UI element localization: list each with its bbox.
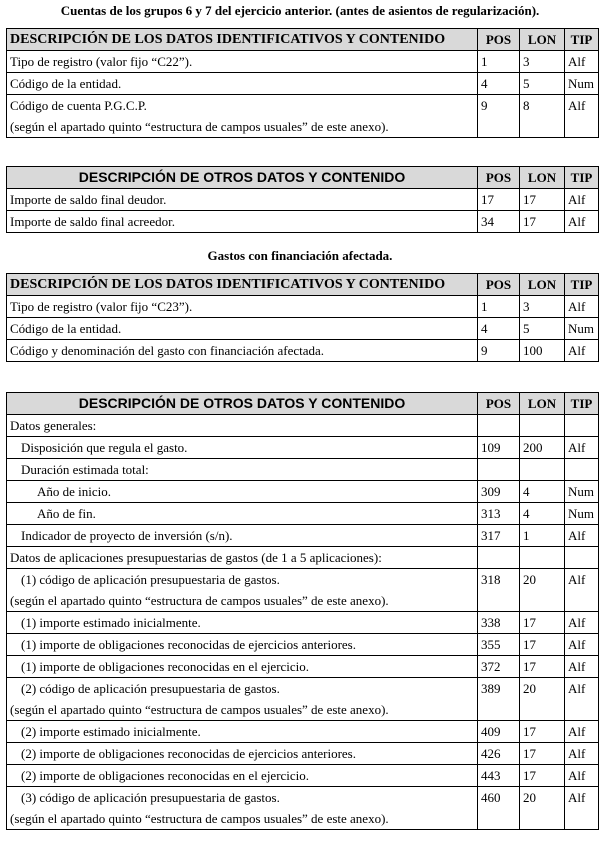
cell-tip: Alf [565,656,599,678]
cell-tip: Alf [565,189,599,211]
table-row [7,340,599,362]
cell-desc: Año de inicio. [7,481,478,503]
cell-desc: Código de la entidad. [7,73,478,95]
cell-pos: 372 [478,656,520,678]
header-pos: POS [478,167,520,189]
cell-tip: Alf [565,787,599,830]
cell-lon: 8 [520,95,565,138]
cell-lon: 17 [520,656,565,678]
table-row [7,503,599,525]
cell-desc: Importe de saldo final deudor. [7,189,478,211]
cell-pos: 17 [478,189,520,211]
cell-lon: 17 [520,765,565,787]
cell-desc: Datos generales: [7,415,478,437]
header-lon: LON [520,167,565,189]
cell-pos: 460 [478,787,520,830]
cell-desc [7,569,478,612]
cell-lon: 17 [520,634,565,656]
cell-lon: 17 [520,189,565,211]
cell-lon: 3 [520,51,565,73]
cell-pos: 318 [478,569,520,612]
cell-lon: 1 [520,525,565,547]
cell-lon: 4 [520,481,565,503]
cell-lon: 4 [520,503,565,525]
cell-tip: Num [565,503,599,525]
cell-desc: Datos de aplicaciones presupuestarias de gastos (de 1 a 5 aplicaciones): [7,547,478,569]
cell-tip: Alf [565,678,599,721]
table-otros-datos-c22 [6,166,599,233]
header-descripcion: DESCRIPCIÓN DE OTROS DATOS Y CONTENIDO [7,393,478,415]
cell-desc-line1: (1) código de aplicación presupuestaria de gastos. [21,572,280,587]
cell-tip: Alf [565,296,599,318]
table-row [7,569,599,612]
header-pos: POS [478,274,520,296]
cell-tip: Alf [565,612,599,634]
cell-desc: Tipo de registro (valor fijo “C22”). [7,51,478,73]
cell-lon [520,459,565,481]
table-otros-datos-c23 [6,392,599,830]
cell-pos [478,547,520,569]
cell-desc: Duración estimada total: [7,459,478,481]
cell-lon: 3 [520,296,565,318]
cell-desc: (1) importe estimado inicialmente. [7,612,478,634]
cell-pos [478,415,520,437]
header-tip: TIP [565,167,599,189]
table-header-row [7,274,599,296]
cell-tip: Alf [565,95,599,138]
cell-desc: (1) importe de obligaciones reconocidas de ejercicios anteriores. [7,634,478,656]
table-row [7,678,599,721]
section-title-gastos: Gastos con financiación afectada. [207,248,393,263]
header-lon: LON [520,393,565,415]
cell-pos: 1 [478,51,520,73]
cell-lon: 20 [520,678,565,721]
cell-pos: 409 [478,721,520,743]
cell-desc: Indicador de proyecto de inversión (s/n). [7,525,478,547]
cell-lon: 17 [520,743,565,765]
cell-tip: Alf [565,211,599,233]
table-row [7,481,599,503]
table-row [7,787,599,830]
cell-lon: 100 [520,340,565,362]
table-row [7,415,599,437]
cell-desc-line2: (según el apartado quinto “estructura de campos usuales” de este anexo). [10,811,389,826]
cell-lon: 17 [520,612,565,634]
cell-desc: Tipo de registro (valor fijo “C23”). [7,296,478,318]
header-tip: TIP [565,274,599,296]
cell-pos: 9 [478,340,520,362]
cell-desc [7,678,478,721]
cell-pos: 4 [478,73,520,95]
cell-tip: Num [565,318,599,340]
table-row [7,189,599,211]
cell-tip: Num [565,73,599,95]
table-row [7,211,599,233]
cell-desc: Año de fin. [7,503,478,525]
cell-pos: 1 [478,296,520,318]
table-row [7,296,599,318]
cell-lon: 20 [520,787,565,830]
header-lon: LON [520,29,565,51]
cell-tip [565,459,599,481]
header-tip: TIP [565,29,599,51]
table-header-row [7,29,599,51]
cell-tip: Alf [565,765,599,787]
cell-tip: Alf [565,51,599,73]
cell-lon: 5 [520,73,565,95]
cell-tip [565,547,599,569]
header-lon: LON [520,274,565,296]
cell-desc [7,787,478,830]
table-header-row [7,167,599,189]
cell-tip: Alf [565,525,599,547]
header-tip: TIP [565,393,599,415]
cell-pos: 109 [478,437,520,459]
cell-tip: Alf [565,634,599,656]
cell-desc: (1) importe de obligaciones reconocidas en el ejercicio. [7,656,478,678]
table-row [7,634,599,656]
table-row [7,437,599,459]
table-row [7,73,599,95]
cell-lon [520,415,565,437]
table-row [7,95,599,138]
cell-desc: Disposición que regula el gasto. [7,437,478,459]
cell-tip: Alf [565,569,599,612]
header-descripcion: DESCRIPCIÓN DE LOS DATOS IDENTIFICATIVOS Y CONTENIDO [7,29,478,51]
header-pos: POS [478,29,520,51]
cell-desc: Código de la entidad. [7,318,478,340]
table-identificativos-c23 [6,273,599,362]
cell-pos: 313 [478,503,520,525]
cell-desc-line2: (según el apartado quinto “estructura de campos usuales” de este anexo). [10,119,389,134]
cell-pos: 443 [478,765,520,787]
cell-desc-line2: (según el apartado quinto “estructura de campos usuales” de este anexo). [10,593,389,608]
cell-desc: (2) importe de obligaciones reconocidas de ejercicios anteriores. [7,743,478,765]
cell-desc: (2) importe estimado inicialmente. [7,721,478,743]
cell-tip [565,415,599,437]
header-pos: POS [478,393,520,415]
table-header-row [7,393,599,415]
cell-desc-line1: (3) código de aplicación presupuestaria de gastos. [21,790,280,805]
cell-lon: 17 [520,721,565,743]
cell-pos: 355 [478,634,520,656]
cell-lon: 20 [520,569,565,612]
cell-pos: 338 [478,612,520,634]
table-row [7,459,599,481]
table-row [7,547,599,569]
table-row [7,743,599,765]
cell-lon: 200 [520,437,565,459]
cell-lon: 5 [520,318,565,340]
table-row [7,51,599,73]
cell-tip: Num [565,481,599,503]
cell-pos: 389 [478,678,520,721]
cell-pos: 34 [478,211,520,233]
cell-lon [520,547,565,569]
header-descripcion: DESCRIPCIÓN DE OTROS DATOS Y CONTENIDO [7,167,478,189]
section-title-cuentas: Cuentas de los grupos 6 y 7 del ejercicio anterior. (antes de asientos de regularización). [60,3,540,18]
cell-tip: Alf [565,437,599,459]
cell-lon: 17 [520,211,565,233]
table-row [7,318,599,340]
cell-pos: 426 [478,743,520,765]
cell-desc [7,95,478,138]
cell-tip: Alf [565,743,599,765]
cell-pos [478,459,520,481]
cell-tip: Alf [565,340,599,362]
cell-pos: 4 [478,318,520,340]
table-row [7,656,599,678]
table-row [7,525,599,547]
table-row [7,612,599,634]
cell-desc-line1: (2) código de aplicación presupuestaria de gastos. [21,681,280,696]
table-identificativos-c22 [6,28,599,138]
cell-pos: 317 [478,525,520,547]
cell-desc: (2) importe de obligaciones reconocidas en el ejercicio. [7,765,478,787]
table-row [7,721,599,743]
table-row [7,765,599,787]
cell-desc: Importe de saldo final acreedor. [7,211,478,233]
cell-pos: 9 [478,95,520,138]
cell-desc-line1: Código de cuenta P.G.C.P. [10,98,147,113]
cell-desc: Código y denominación del gasto con financiación afectada. [7,340,478,362]
cell-desc-line2: (según el apartado quinto “estructura de campos usuales” de este anexo). [10,702,389,717]
header-descripcion: DESCRIPCIÓN DE LOS DATOS IDENTIFICATIVOS Y CONTENIDO [7,274,478,296]
cell-pos: 309 [478,481,520,503]
cell-tip: Alf [565,721,599,743]
